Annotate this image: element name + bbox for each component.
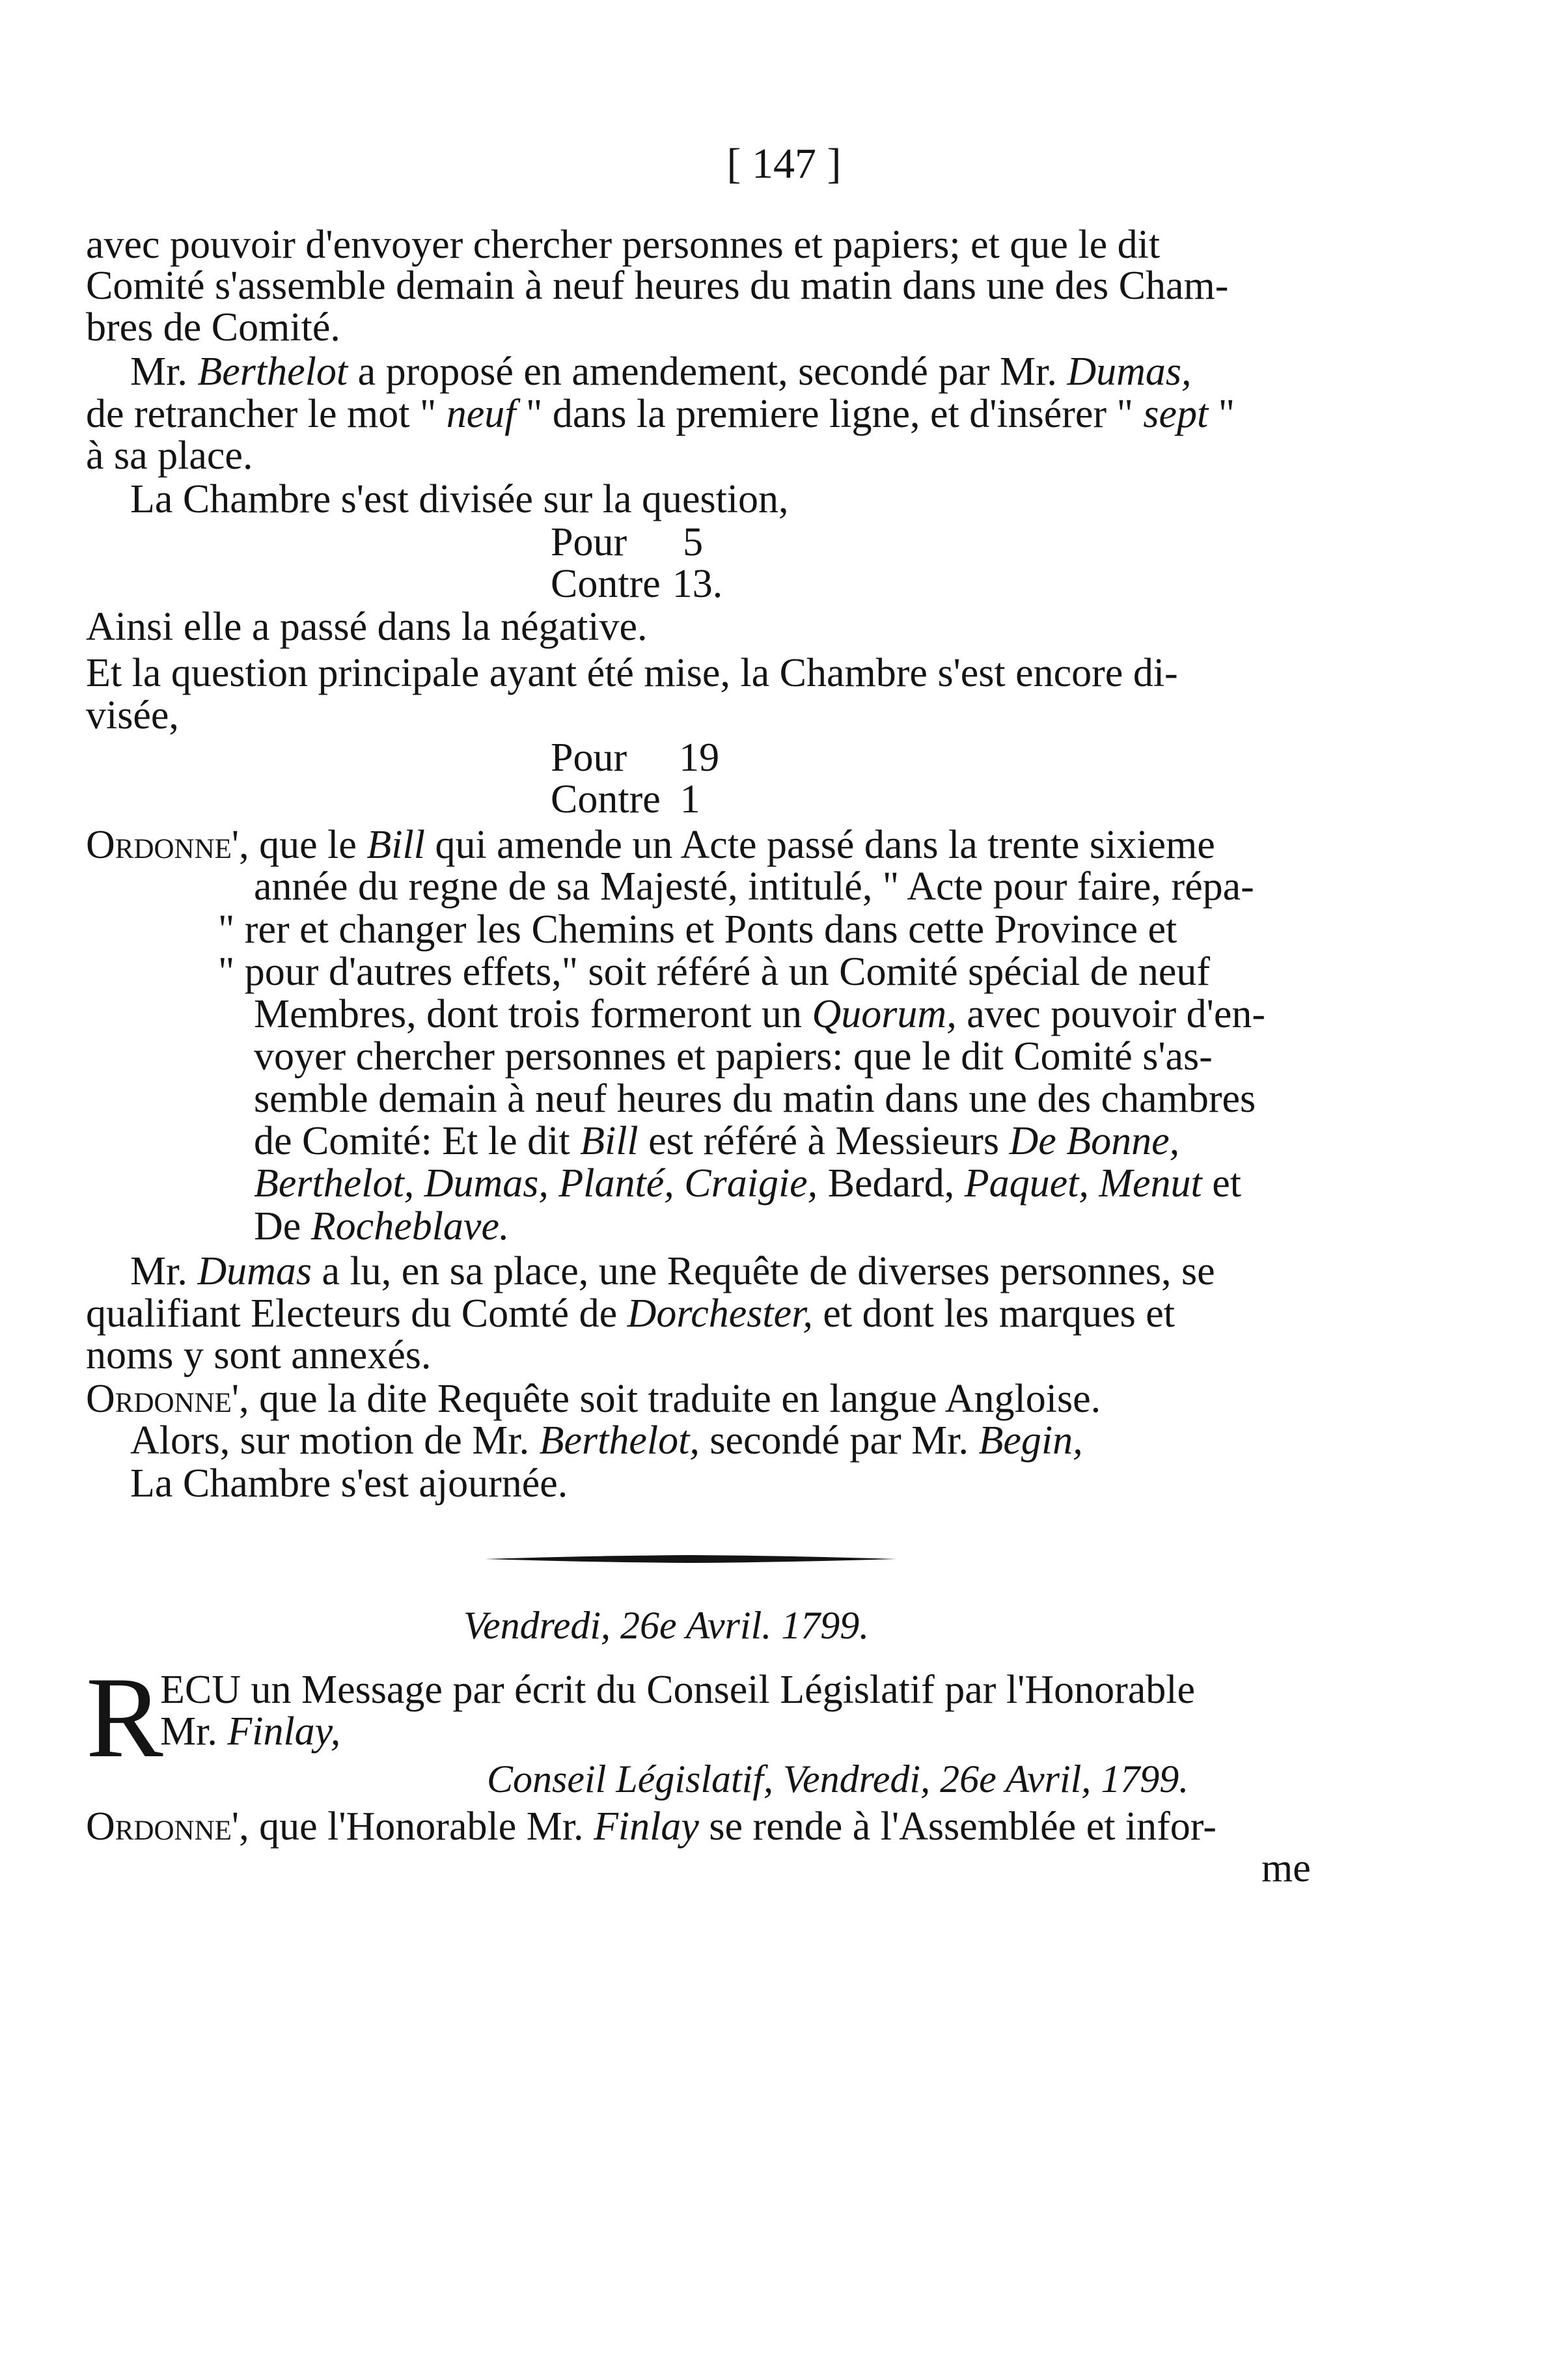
text-span: Mr. xyxy=(130,1249,198,1293)
text-span: est référé à Messieurs xyxy=(638,1119,1010,1163)
text-line: Et la question principale ayant été mise, la Chambre s'est encore di- xyxy=(86,651,1178,695)
vote-pour xyxy=(551,519,703,566)
text-line xyxy=(254,1203,509,1250)
text-line xyxy=(160,1708,340,1755)
person-names: Paquet, Menut xyxy=(964,1161,1202,1206)
person-name: Dumas xyxy=(197,1249,312,1293)
text-line: visée, xyxy=(86,693,179,738)
text-span: Alors, sur motion de Mr. xyxy=(130,1418,540,1463)
text-line xyxy=(130,348,1192,395)
person-names: Berthelot, Dumas, Planté, Craigie, xyxy=(254,1161,818,1206)
text-line: année du regne de sa Majesté, intitulé, " Acte pour faire, répa- xyxy=(254,864,1254,909)
text-span: et dont les marques et xyxy=(812,1291,1175,1336)
text-span: qui amende un Acte passé dans la trente sixieme xyxy=(424,823,1215,867)
person-name: Begin, xyxy=(978,1418,1083,1463)
text-span: a proposé en amendement, secondé par Mr. xyxy=(348,350,1067,394)
page-number: [ 147 ] xyxy=(726,140,842,187)
catchword: me xyxy=(1261,1846,1311,1890)
quorum-word: Quorum, xyxy=(812,992,957,1036)
person-name: Finlay, xyxy=(227,1709,341,1754)
text-line: Ainsi elle a passé dans la négative. xyxy=(86,605,648,649)
text-span: se rende à l'Assemblée et infor- xyxy=(698,1804,1217,1849)
vote-label: Contre xyxy=(551,562,661,606)
vote-pour xyxy=(551,734,719,781)
text-line xyxy=(86,821,1215,868)
text-span: de Comité: Et le dit xyxy=(254,1119,581,1163)
vote-label: Pour xyxy=(551,520,627,564)
vote-label: Contre xyxy=(551,777,661,821)
vote-count: 13. xyxy=(672,562,723,606)
text-line xyxy=(130,1248,1215,1295)
text-line: La Chambre s'est divisée sur la question, xyxy=(130,477,789,521)
text-span: " dans la premiere ligne, et d'insérer " xyxy=(516,392,1144,436)
person-name: Berthelot xyxy=(197,350,348,394)
section-divider xyxy=(485,1554,896,1564)
person-name: Rocheblave. xyxy=(310,1204,510,1248)
text-span: a lu, en sa place, une Requête de diverses personnes, se xyxy=(312,1249,1215,1293)
text-line xyxy=(86,1803,1217,1850)
ordonne-label: Ordonne', xyxy=(86,823,249,867)
text-line: " rer et changer les Chemins et Ponts dans cette Province et xyxy=(218,907,1177,952)
text-span: secondé par Mr. xyxy=(699,1418,979,1463)
text-line: noms y sont annexés. xyxy=(86,1333,432,1377)
vote-count: 5 xyxy=(683,520,704,564)
text-line: ECU un Message par écrit du Conseil Législatif par l'Honorable xyxy=(160,1668,1196,1712)
bill-word: Bill xyxy=(366,823,425,867)
text-line: à sa place. xyxy=(86,434,253,478)
text-line xyxy=(86,1290,1175,1337)
dateline: Vendredi, 26e Avril. 1799. xyxy=(463,1604,870,1647)
vote-label: Pour xyxy=(551,736,627,780)
text-span: De xyxy=(254,1204,311,1248)
person-name: Finlay xyxy=(594,1804,699,1849)
quoted-word: sept xyxy=(1143,392,1209,436)
text-span: que le xyxy=(249,823,367,867)
text-line: semble demain à neuf heures du matin dans une des chambres xyxy=(254,1077,1256,1121)
text-span: qualifiant Electeurs du Comté de xyxy=(86,1291,627,1336)
text-line xyxy=(254,1118,1179,1165)
text-line: voyer chercher personnes et papiers: que le dit Comité s'as- xyxy=(254,1034,1213,1079)
text-line: La Chambre s'est ajournée. xyxy=(130,1461,568,1506)
text-line xyxy=(86,1375,1101,1422)
quoted-word: neuf xyxy=(446,392,516,436)
vote-contre xyxy=(551,560,722,607)
vote-count: 19 xyxy=(679,736,720,780)
bill-word: Bill xyxy=(580,1119,639,1163)
text-span: de retrancher le mot " xyxy=(86,392,447,436)
text-line: bres de Comité. xyxy=(86,305,340,350)
vote-count: 1 xyxy=(680,777,700,821)
text-span: " xyxy=(1208,392,1235,436)
text-line xyxy=(86,391,1235,437)
text-span: avec pouvoir d'en- xyxy=(956,992,1265,1036)
ordonne-label: Ordonne', xyxy=(86,1377,249,1421)
text-line: " pour d'autres effets," soit référé à un Comité spécial de neuf xyxy=(218,950,1210,994)
text-span: et xyxy=(1202,1161,1241,1206)
text-line xyxy=(130,1417,1083,1464)
text-span: Mr. xyxy=(130,350,198,394)
council-dateline: Conseil Législatif, Vendredi, 26e Avril, 1799. xyxy=(487,1758,1189,1800)
text-line xyxy=(254,991,1265,1038)
text-span: Bedard, xyxy=(818,1161,965,1206)
place-name: Dorchester, xyxy=(627,1291,813,1336)
person-name: Dumas, xyxy=(1067,350,1192,394)
text-span: Membres, dont trois formeront un xyxy=(254,992,812,1036)
vote-contre xyxy=(551,776,700,823)
drop-cap: R xyxy=(86,1653,163,1782)
text-span: que l'Honorable Mr. xyxy=(249,1804,594,1849)
text-line xyxy=(254,1160,1241,1207)
ordonne-label: Ordonne', xyxy=(86,1804,249,1849)
text-span: que la dite Requête soit traduite en langue Angloise. xyxy=(249,1377,1101,1421)
text-line: Comité s'assemble demain à neuf heures du matin dans une des Cham- xyxy=(86,264,1229,308)
text-line: avec pouvoir d'envoyer chercher personnes et papiers; et que le dit xyxy=(86,223,1161,267)
person-name: De Bonne, xyxy=(1009,1119,1180,1163)
text-span: Mr. xyxy=(160,1709,228,1754)
person-name: Berthelot, xyxy=(539,1418,700,1463)
